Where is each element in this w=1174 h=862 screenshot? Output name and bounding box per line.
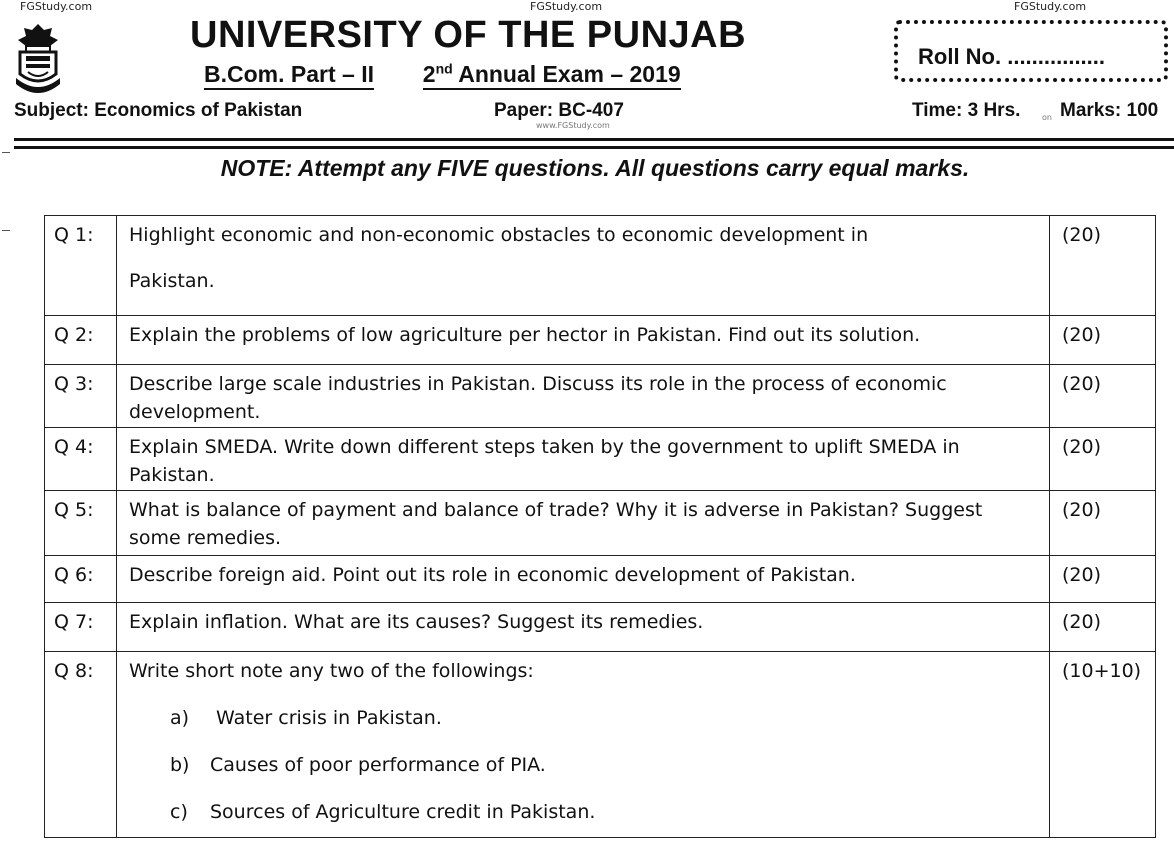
question-text: Explain the problems of low agriculture per hector in Pakistan. Find out its solution. xyxy=(117,316,1050,365)
question-row-7 xyxy=(45,603,1156,652)
question-text: Describe large scale industries in Pakistan. Discuss its role in the process of economic development. xyxy=(117,365,1050,428)
marks-label: Marks: 100 xyxy=(1060,100,1159,121)
question-row-2 xyxy=(45,316,1156,365)
time-watermark: on xyxy=(1042,113,1052,122)
question-number: Q 6: xyxy=(45,556,117,603)
question-number: Q 7: xyxy=(45,603,117,652)
margin-tick xyxy=(2,152,10,153)
question-text: Write short note any two of the followings: a) Water crisis in Pakistan. b) Causes of poor performance of PIA. c) Sources of Agriculture credit in Pakistan. xyxy=(117,652,1050,838)
instructions-note: NOTE: Attempt any FIVE questions. All questions carry equal marks. xyxy=(220,155,970,181)
question-marks: (10+10) xyxy=(1050,652,1156,838)
time-label: Time: 3 Hrs. xyxy=(912,100,1021,121)
watermark-center: FGStudy.com xyxy=(530,0,603,13)
sub-question-c: c) Sources of Agriculture credit in Pakistan. xyxy=(170,801,596,823)
sub-question-b: b) Causes of poor performance of PIA. xyxy=(170,754,546,776)
question-row-3 xyxy=(45,365,1156,428)
header-rule-top xyxy=(14,138,1174,141)
question-number: Q 1: xyxy=(45,216,117,316)
question-number: Q 5: xyxy=(45,491,117,556)
question-marks: (20) xyxy=(1050,316,1156,365)
question-marks: (20) xyxy=(1050,491,1156,556)
question-number: Q 2: xyxy=(45,316,117,365)
question-text: Describe foreign aid. Point out its role in economic development of Pakistan. xyxy=(117,556,1050,603)
question-row-6 xyxy=(45,556,1156,603)
exam-line xyxy=(204,60,681,88)
question-text: Explain SMEDA. Write down different steps taken by the government to uplift SMEDA in Pakistan. xyxy=(117,428,1050,491)
question-marks: (20) xyxy=(1050,365,1156,428)
exam-title: 2nd Annual Exam – 2019 xyxy=(423,61,681,90)
questions-table xyxy=(44,215,1156,838)
question-row-8 xyxy=(45,652,1156,838)
question-row-4 xyxy=(45,428,1156,491)
question-text: Explain inflation. What are its causes? Suggest its remedies. xyxy=(117,603,1050,652)
question-number: Q 3: xyxy=(45,365,117,428)
paper-watermark: www.FGStudy.com xyxy=(536,121,610,130)
university-crest-icon xyxy=(14,22,62,94)
question-row-1 xyxy=(45,216,1156,316)
header-rule-bottom xyxy=(14,146,1174,149)
margin-tick xyxy=(2,230,10,231)
question-text: Highlight economic and non-economic obstacles to economic development in Pakistan. xyxy=(117,216,1050,316)
question-marks: (20) xyxy=(1050,556,1156,603)
question-row-5 xyxy=(45,491,1156,556)
program-label: B.Com. Part – II xyxy=(204,61,374,90)
watermark-left: FGStudy.com xyxy=(20,0,93,13)
question-number: Q 8: xyxy=(45,652,117,838)
paper-label: Paper: BC-407 xyxy=(494,100,624,121)
subject-label: Subject: Economics of Pakistan xyxy=(14,100,303,121)
roll-number-label: Roll No. ................ xyxy=(918,44,1106,69)
question-marks: (20) xyxy=(1050,216,1156,316)
question-number: Q 4: xyxy=(45,428,117,491)
question-marks: (20) xyxy=(1050,428,1156,491)
sub-question-a: a) Water crisis in Pakistan. xyxy=(170,707,442,729)
question-text: What is balance of payment and balance of trade? Why it is adverse in Pakistan? Suggest some remedies. xyxy=(117,491,1050,556)
university-title: UNIVERSITY OF THE PUNJAB xyxy=(190,14,747,56)
watermark-right: FGStudy.com xyxy=(1014,0,1087,13)
question-marks: (20) xyxy=(1050,603,1156,652)
